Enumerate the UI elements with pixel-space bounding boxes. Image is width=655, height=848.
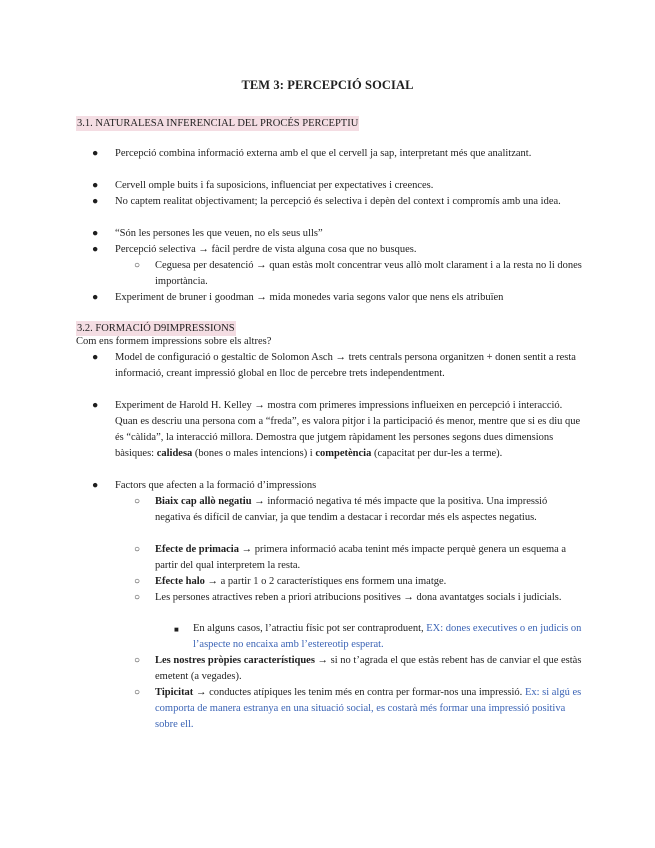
- factor-label: Biaix cap allò negatiu: [155, 496, 252, 507]
- factor-label: Les nostres pròpies característiques: [155, 655, 315, 666]
- factor-label: Tipicitat: [155, 687, 194, 698]
- bullet-marker: ●: [92, 400, 99, 411]
- factor-atractives: Les persones atractives reben a priori atribucions positives → dona avantatges socials i judicials.: [155, 592, 562, 603]
- factor-label: Efecte de primacia: [155, 544, 239, 555]
- circle-marker: ○: [134, 592, 141, 603]
- kelley-text: Experiment de Harold H. Kelley → mostra com primeres impressions influeixen en percepció i interacció. Quan es descriu una persona com a “freda”, es valora pitjor i la participació és menor, mentre que si es diu que és “càlida”, la interacció millora. Demostra que jutgem ràpidament les persones segons dues dimensions bàsiques:: [115, 400, 581, 459]
- circle-marker: ○: [134, 655, 141, 666]
- factor-propies: [155, 653, 585, 685]
- section-heading-3-2: 3.2. FORMACIÓ D9IMPRESSIONS: [77, 323, 235, 334]
- section-heading-3-1: 3.1. NATURALESA INFERENCIAL DEL PROCÉS PERCEPTIU: [77, 118, 359, 129]
- bullet-marker: ●: [92, 148, 99, 159]
- competencia-desc: (capacitat per dur-les a terme).: [373, 448, 503, 459]
- circle-marker: ○: [134, 687, 141, 698]
- list-item: “Són les persones les que veuen, no els seus ulls”: [115, 228, 323, 239]
- alguns-text: En alguns casos, l’atractiu físic pot ser contraproduent,: [193, 623, 424, 634]
- tipicitat-example: Ex: si algú es comporta de manera estranya en una situació social, es costarà més formar una impressió positiva sobre ell.: [155, 687, 582, 730]
- square-marker: ■: [174, 625, 179, 634]
- factor-text: → informació negativa té més impacte que la positiva. Una impressió negativa és difícil de canviar, ja que tendim a destacar i recordar més els aspectes negatius.: [155, 496, 548, 523]
- competencia-term: competència: [315, 448, 372, 459]
- bullet-marker: ●: [92, 180, 99, 191]
- factor-label: Efecte halo: [155, 576, 205, 587]
- bullet-marker: ●: [92, 244, 99, 255]
- calidesa-term: calidesa: [156, 448, 193, 459]
- factor-biaix: [155, 494, 585, 526]
- factor-text: → a partir 1 o 2 característiques ens formem una imatge.: [207, 576, 447, 587]
- factor-tipicitat: [155, 685, 585, 733]
- list-item-factors: Factors que afecten a la formació d’impressions: [115, 480, 317, 491]
- bullet-marker: ●: [92, 196, 99, 207]
- calidesa-desc: (bones o males intencions) i: [194, 448, 313, 459]
- factor-halo: [155, 574, 585, 590]
- list-item: Percepció selectiva → fàcil perdre de vista alguna cosa que no busques.: [115, 244, 417, 255]
- section-question: Com ens formem impressions sobre els altres?: [76, 336, 272, 347]
- page-title: TEM 3: PERCEPCIÓ SOCIAL: [241, 78, 414, 92]
- list-item: Percepció combina informació externa amb el que el cervell ja sap, interpretant més que analitzant.: [115, 148, 532, 159]
- factor-text: → conductes atípiques les tenim més en contra per formar-nos una impressió.: [195, 687, 523, 698]
- factor-alguns: [193, 621, 593, 653]
- bullet-marker: ●: [92, 228, 99, 239]
- circle-marker: ○: [134, 260, 141, 271]
- factor-text: → si no t’agrada el que estàs rebent has de canviar el que estàs emetent (a vegades).: [155, 655, 582, 682]
- circle-marker: ○: [134, 544, 141, 555]
- list-subitem: Ceguesa per desatenció → quan estàs molt concentrar veus allò molt clarament i a la resta no li dones importància.: [155, 260, 582, 287]
- factor-text: → primera informació acaba tenint més impacte perquè genera un esquema a partir del qual interpretem la resta.: [155, 544, 567, 571]
- circle-marker: ○: [134, 496, 141, 507]
- bullet-marker: ●: [92, 292, 99, 303]
- list-item-kelley: [115, 398, 585, 462]
- bullet-marker: ●: [92, 480, 99, 491]
- list-item-asch: Model de configuració o gestaltic de Solomon Asch → trets centrals persona organitzen + donen sentit a resta informació, creant impressió global en lloc de percebre trets independentment.: [115, 352, 576, 379]
- list-item: No captem realitat objectivament; la percepció és selectiva i depèn del context i compromís amb una idea.: [115, 196, 561, 207]
- bullet-marker: ●: [92, 352, 99, 363]
- list-item: Cervell omple buits i fa suposicions, influenciat per expectatives i creences.: [115, 180, 434, 191]
- circle-marker: ○: [134, 576, 141, 587]
- factor-primacia: [155, 542, 585, 574]
- list-item: Experiment de bruner i goodman → mida monedes varia segons valor que nens els atribuïen: [115, 292, 504, 303]
- alguns-example: EX: dones executives o en judicis on l’aspecte no encaixa amb l’estereotip esperat.: [193, 623, 582, 650]
